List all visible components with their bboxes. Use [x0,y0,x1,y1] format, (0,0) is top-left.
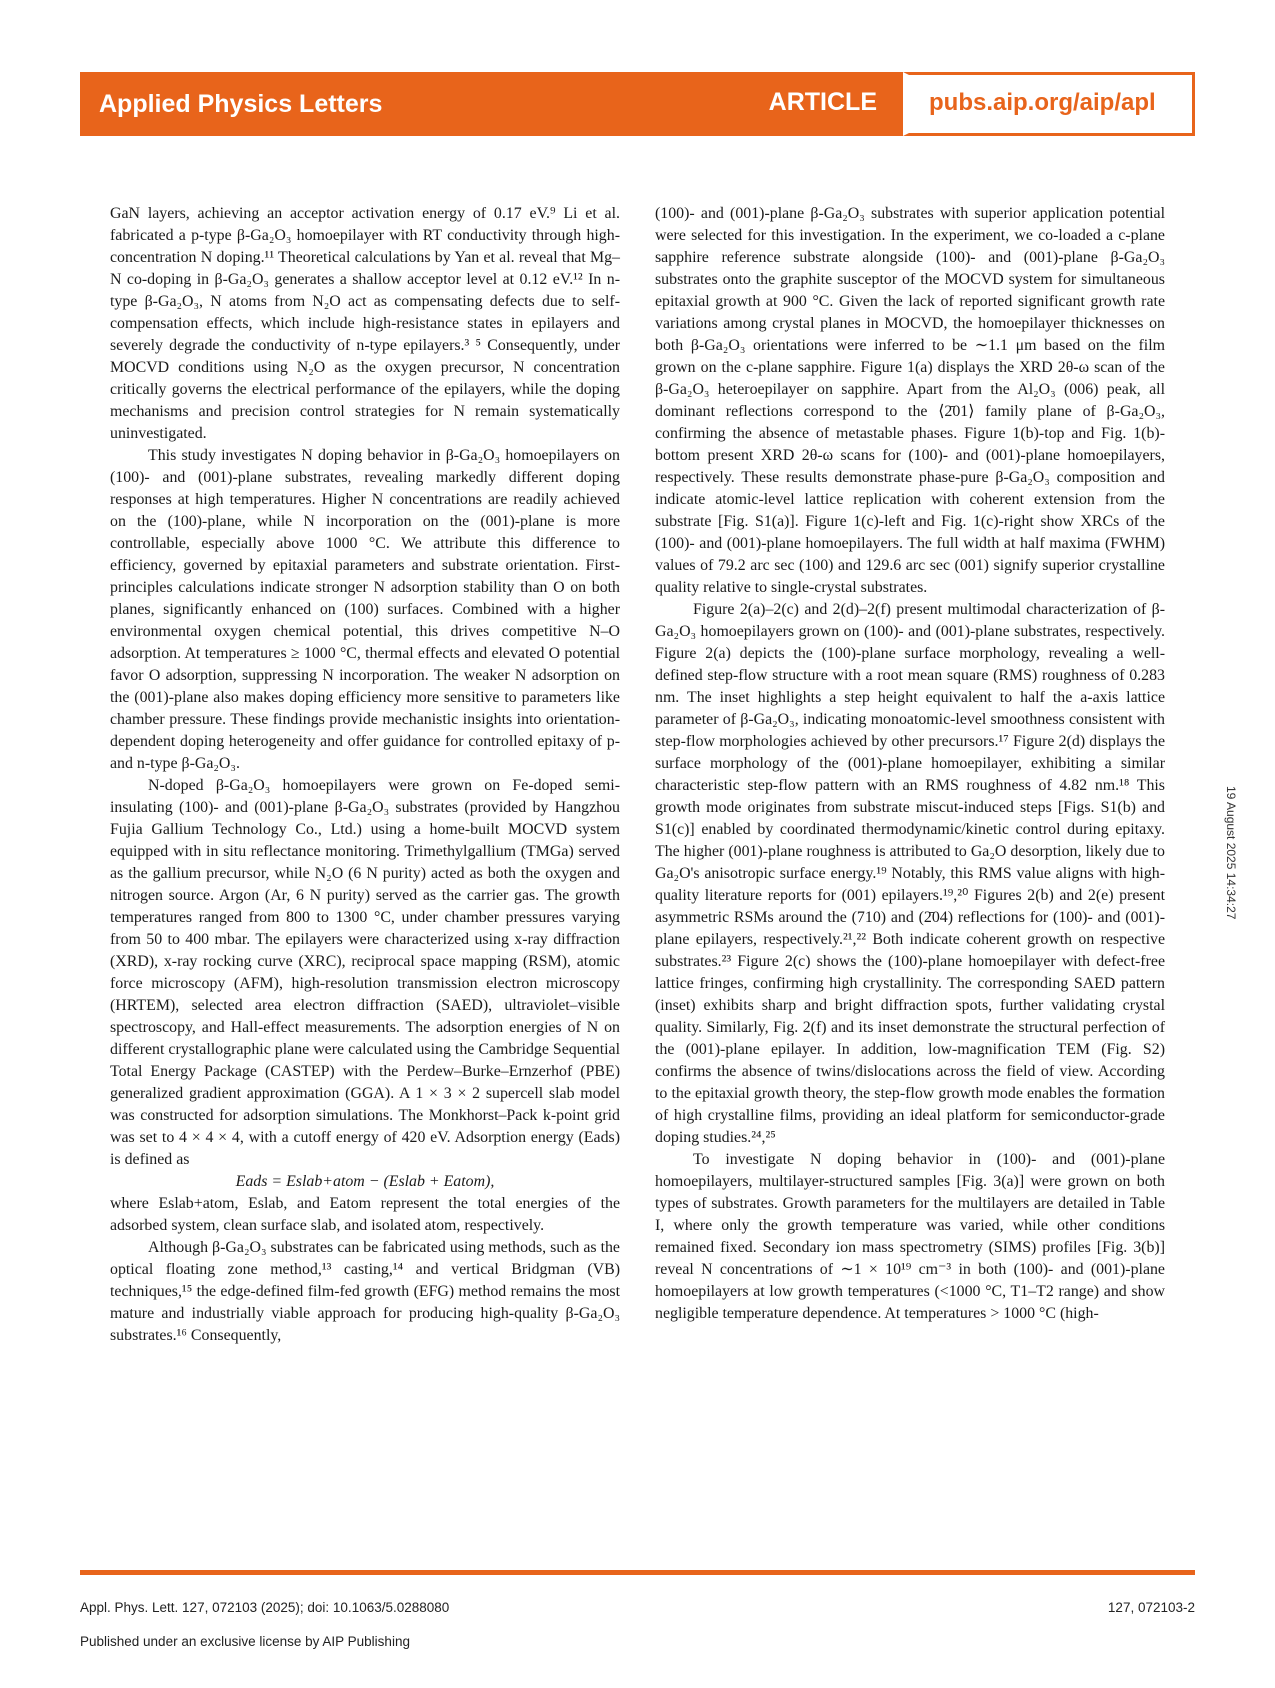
paragraph: This study investigates N doping behavior in β-Ga₂O₃ homoepilayers on (100)- and (001)-plane substrates, revealing markedly different doping responses at high temperatures. Higher N concentrations are readily achieved on the (100)-plane, while N incorporation on the (001)-plane is more controllable, especially above 1000 °C. We attribute this difference to efficiency, governed by epitaxial parameters and substrate orientation. First-principles calculations indicate stronger N adsorption stability than O on both planes, significantly enhanced on (100) surfaces. Combined with a higher environmental oxygen chemical potential, this drives competitive N–O adsorption. At temperatures ≥ 1000 °C, thermal effects and elevated O potential favor O adsorption, suppressing N incorporation. The weaker N adsorption on the (001)-plane also makes doping efficiency more sensitive to parameters like chamber pressure. These findings provide mechanistic insights into orientation-dependent doping heterogeneity and offer guidance for controlled epitaxy of p- and n-type β-Ga₂O₃. [110,447,620,772]
paragraph: (100)- and (001)-plane β-Ga₂O₃ substrates with superior application potential were selected for this investigation. In the experiment, we co-loaded a c-plane sapphire reference substrate alongside (100)- and (001)-plane β-Ga₂O₃ substrates onto the graphite susceptor of the MOCVD system for simultaneous epitaxial growth at 900 °C. Given the lack of reported significant growth rate variations among crystal planes in MOCVD, the homoepilayer thicknesses on both β-Ga₂O₃ orientations were inferred to be ∼1.1 μm based on the film grown on the c-plane sapphire. Figure 1(a) displays the XRD 2θ-ω scan of the β-Ga₂O₃ heteroepilayer on sapphire. Apart from the Al₂O₃ (006) peak, all dominant reflections correspond to the ⟨2̄01⟩ family plane of β-Ga₂O₃, confirming the absence of metastable phases. Figure 1(b)-top and Fig. 1(b)-bottom present XRD 2θ-ω scans for (100)- and (001)-plane homoepilayers, respectively. These results demonstrate phase-pure β-Ga₂O₃ composition and indicate atomic-level lattice replication with coherent extension from the substrate [Fig. S1(a)]. Figure 1(c)-left and Fig. 1(c)-right show XRCs of the (100)- and (001)-plane homoepilayers. The full width at half maxima (FWHM) values of 79.2 arc sec (100) and 129.6 arc sec (001) signify superior crystalline quality relative to single-crystal substrates. [655,205,1165,596]
page-header [80,72,1195,136]
equation: Eads = Eslab+atom − (Eslab + Eatom), [235,1173,495,1190]
paragraph: To investigate N doping behavior in (100)- and (001)-plane homoepilayers, multilayer-structured samples [Fig. 3(a)] were grown on both types of substrates. Growth parameters for the multilayers are detailed in Table I, where only the growth temperature was varied, while other conditions remained fixed. Secondary ion mass spectrometry (SIMS) profiles [Fig. 3(b)] reveal N concentrations of ∼1 × 10¹⁹ cm⁻³ in both (100)- and (001)-plane homoepilayers at low growth temperatures (<1000 °C, T1–T2 range) and show negligible temperature dependence. At temperatures > 1000 °C (high- [655,1151,1165,1322]
page-number: 127, 072103-2 [1107,1600,1195,1615]
paragraph: N-doped β-Ga₂O₃ homoepilayers were grown on Fe-doped semi-insulating (100)- and (001)-plane β-Ga₂O₃ substrates (provided by Hangzhou Fujia Gallium Technology Co., Ltd.) using a home-built MOCVD system equipped with in situ reflectance monitoring. Trimethylgallium (TMGa) served as the gallium precursor, while N₂O (6 N purity) acted as both the oxygen and nitrogen source. Argon (Ar, 6 N purity) served as the carrier gas. The growth temperatures ranged from 800 to 1300 °C, under chamber pressures varying from 50 to 400 mbar. The epilayers were characterized using x-ray diffraction (XRD), x-ray rocking curve (XRC), reciprocal space mapping (RSM), atomic force microscopy (AFM), high-resolution transmission electron microscopy (HRTEM), selected area electron diffraction (SAED), ultraviolet–visible spectroscopy, and Hall-effect measurements. The adsorption energies of N on different crystallographic plane were calculated using the Cambridge Sequential Total Energy Package (CASTEP) with the Perdew–Burke–Ernzerhof (PBE) generalized gradient approximation (GGA). A 1 × 3 × 2 supercell slab model was constructed for adsorption simulations. The Monkhorst–Pack k-point grid was set to 4 × 4 × 4, with a cutoff energy of 420 eV. Adsorption energy (Eads) is defined as [110,777,620,1168]
paragraph: where Eslab+atom, Eslab, and Eatom represent the total energies of the adsorbed system, clean surface slab, and isolated atom, respectively. [110,1195,620,1234]
right-column [655,203,1165,1325]
paragraph: GaN layers, achieving an acceptor activation energy of 0.17 eV.⁹ Li et al. fabricated a p-type β-Ga₂O₃ homoepilayer with RT conductivity through high-concentration N doping.¹¹ Theoretical calculations by Yan et al. reveal that Mg–N co-doping in β-Ga₂O₃ generates a shallow acceptor level at 0.12 eV.¹² In n-type β-Ga₂O₃, N atoms from N₂O act as compensating defects due to self-compensation effects, which include high-resistance states in epilayers and severely degrade the conductivity of n-type epilayers.³ ⁵ Consequently, under MOCVD conditions using N₂O as the oxygen precursor, N concentration critically governs the electrical performance of the epilayers, while the doping mechanisms and precision control strategies for N remain systematically uninvestigated. [110,205,620,442]
journal-url[interactable]: pubs.aip.org/aip/apl [929,89,1156,116]
header-banner [80,72,903,136]
paragraph: Although β-Ga₂O₃ substrates can be fabricated using methods, such as the optical floating zone method,¹³ casting,¹⁴ and vertical Bridgman (VB) techniques,¹⁵ the edge-defined film-fed growth (EFG) method remains the most mature and industrially viable approach for producing high-quality β-Ga₂O₃ substrates.¹⁶ Consequently, [110,1239,620,1344]
article-type: ARTICLE [768,88,877,116]
download-date-stamp: 19 August 2025 14:34:27 [1224,786,1238,920]
left-column [110,203,620,1347]
paragraph: Figure 2(a)–2(c) and 2(d)–2(f) present multimodal characterization of β-Ga₂O₃ homoepilayers grown on (100)- and (001)-plane substrates, respectively. Figure 2(a) depicts the (100)-plane surface morphology, revealing a well-defined step-flow structure with a root mean square (RMS) roughness of 0.283 nm. The inset highlights a step height equivalent to half the a-axis lattice parameter of β-Ga₂O₃, indicating monoatomic-level smoothness consistent with step-flow morphologies achieved by other precursors.¹⁷ Figure 2(d) displays the surface morphology of the (001)-plane homoepilayer, exhibiting a similar characteristic step-flow pattern with an RMS roughness of 4.82 nm.¹⁸ This growth mode originates from substrate miscut-induced steps [Figs. S1(b) and S1(c)] enabled by coordinated thermodynamic/kinetic control during epitaxy. The higher (001)-plane roughness is attributed to Ga₂O desorption, likely due to Ga₂O's anisotropic surface energy.¹⁹ Notably, this RMS value aligns with high-quality literature reports for (001) epilayers.¹⁹,²⁰ Figures 2(b) and 2(e) present asymmetric RSMs around the (710) and (2̄04) reflections for (100)- and (001)-plane epilayers, respectively.²¹,²² Both indicate coherent growth on respective substrates.²³ Figure 2(c) shows the (100)-plane homoepilayer with defect-free lattice fringes, confirming high crystallinity. The corresponding SAED pattern (inset) exhibits sharp and bright diffraction spots, further validating crystal quality. Similarly, Fig. 2(f) and its inset demonstrate the structural perfection of the (001)-plane epilayer. In addition, low-magnification TEM (Fig. S2) confirms the absence of twins/dislocations across the field of view. According to the epitaxial growth theory, the step-flow growth mode enables the formation of high crystalline films, providing an ideal platform for semiconductor-grade doping studies.²⁴,²⁵ [655,601,1165,1146]
license-note: Published under an exclusive license by AIP Publishing [80,1634,410,1649]
footer-divider [80,1570,1195,1575]
citation: Appl. Phys. Lett. 127, 072103 (2025); doi: 10.1063/5.0288080 [80,1600,450,1615]
journal-title: Applied Physics Letters [99,90,383,118]
journal-url-box[interactable] [903,72,1195,136]
